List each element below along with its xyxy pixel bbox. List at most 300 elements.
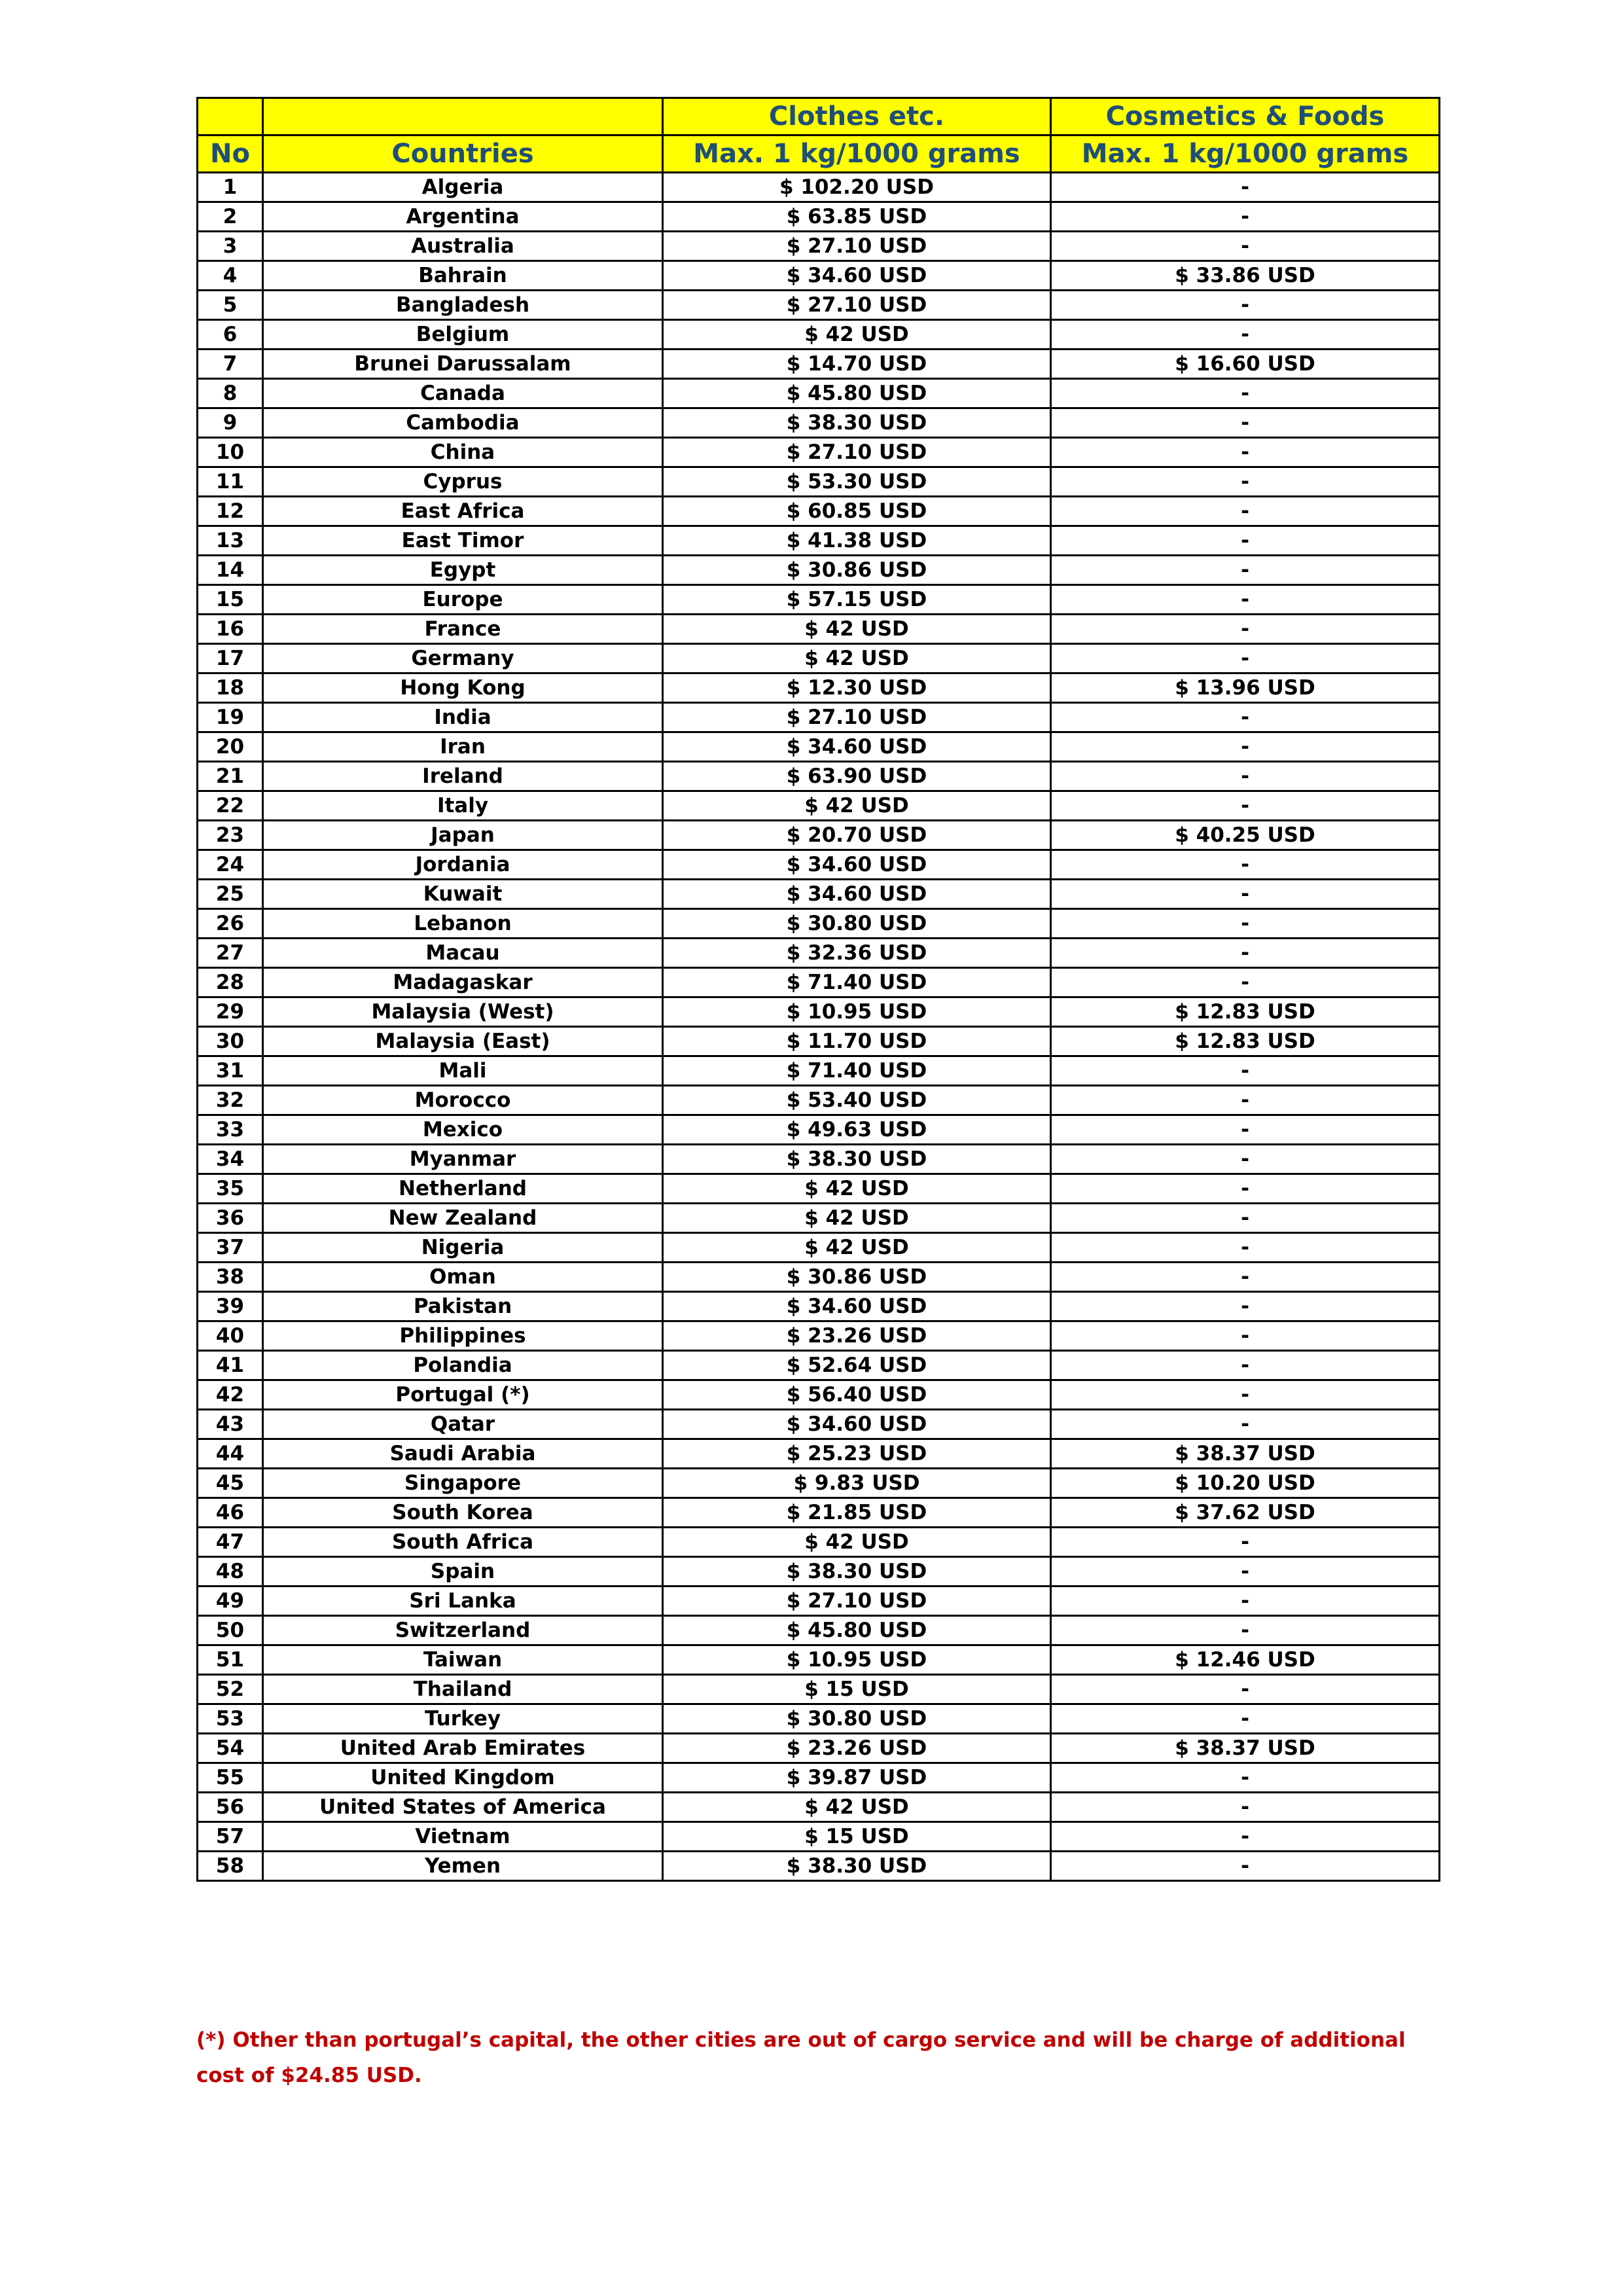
- cell-cosmetics-price: -: [1051, 1086, 1440, 1115]
- cell-country: Japan: [263, 821, 663, 850]
- cell-clothes-price: $ 34.60 USD: [663, 732, 1051, 762]
- table-row: [198, 467, 1440, 497]
- cell-country: Kuwait: [263, 880, 663, 909]
- cell-cosmetics-price: -: [1051, 1351, 1440, 1380]
- cell-no: 57: [198, 1822, 263, 1852]
- table-row: [198, 968, 1440, 997]
- cell-no: 42: [198, 1380, 263, 1410]
- cell-clothes-price: $ 34.60 USD: [663, 261, 1051, 291]
- table-row: [198, 438, 1440, 467]
- cell-no: 8: [198, 379, 263, 408]
- cell-no: 7: [198, 350, 263, 379]
- cell-cosmetics-price: -: [1051, 732, 1440, 762]
- cell-cosmetics-price: -: [1051, 644, 1440, 673]
- cell-country: Turkey: [263, 1704, 663, 1734]
- cell-clothes-price: $ 71.40 USD: [663, 968, 1051, 997]
- table-row: [198, 909, 1440, 939]
- cell-no: 23: [198, 821, 263, 850]
- cell-clothes-price: $ 42 USD: [663, 1204, 1051, 1233]
- cell-no: 22: [198, 791, 263, 821]
- table-row: [198, 1233, 1440, 1263]
- cell-country: Cyprus: [263, 467, 663, 497]
- cell-no: 50: [198, 1616, 263, 1645]
- cell-cosmetics-price: -: [1051, 379, 1440, 408]
- cell-no: 1: [198, 173, 263, 202]
- cell-cosmetics-price: -: [1051, 1292, 1440, 1321]
- cell-country: Netherland: [263, 1174, 663, 1204]
- cell-cosmetics-price: -: [1051, 1321, 1440, 1351]
- cell-clothes-price: $ 32.36 USD: [663, 939, 1051, 968]
- cell-cosmetics-price: -: [1051, 615, 1440, 644]
- cell-no: 27: [198, 939, 263, 968]
- table-row: [198, 1056, 1440, 1086]
- cell-country: Oman: [263, 1263, 663, 1292]
- cell-clothes-price: $ 63.85 USD: [663, 202, 1051, 232]
- cell-country: Thailand: [263, 1675, 663, 1704]
- cell-cosmetics-price: -: [1051, 1115, 1440, 1145]
- cell-clothes-price: $ 21.85 USD: [663, 1498, 1051, 1528]
- header-cosmetics-weight: Max. 1 kg/1000 grams: [1051, 135, 1440, 173]
- cell-country: Italy: [263, 791, 663, 821]
- cell-clothes-price: $ 42 USD: [663, 320, 1051, 350]
- cell-cosmetics-price: $ 16.60 USD: [1051, 350, 1440, 379]
- cell-no: 11: [198, 467, 263, 497]
- cell-clothes-price: $ 27.10 USD: [663, 291, 1051, 320]
- cell-cosmetics-price: $ 12.83 USD: [1051, 1027, 1440, 1056]
- cell-cosmetics-price: $ 13.96 USD: [1051, 673, 1440, 703]
- cell-cosmetics-price: -: [1051, 1174, 1440, 1204]
- table-row: [198, 1852, 1440, 1881]
- cell-clothes-price: $ 20.70 USD: [663, 821, 1051, 850]
- cell-cosmetics-price: $ 40.25 USD: [1051, 821, 1440, 850]
- cell-country: Belgium: [263, 320, 663, 350]
- cell-cosmetics-price: $ 33.86 USD: [1051, 261, 1440, 291]
- table-body: [198, 173, 1440, 1881]
- cell-no: 37: [198, 1233, 263, 1263]
- table-row: [198, 1675, 1440, 1704]
- cell-country: Macau: [263, 939, 663, 968]
- cell-no: 35: [198, 1174, 263, 1204]
- cell-clothes-price: $ 38.30 USD: [663, 1852, 1051, 1881]
- cell-clothes-price: $ 38.30 USD: [663, 1557, 1051, 1587]
- cell-country: Lebanon: [263, 909, 663, 939]
- cell-clothes-price: $ 15 USD: [663, 1822, 1051, 1852]
- cell-country: Argentina: [263, 202, 663, 232]
- cell-clothes-price: $ 102.20 USD: [663, 173, 1051, 202]
- cell-no: 16: [198, 615, 263, 644]
- cell-country: Saudi Arabia: [263, 1439, 663, 1469]
- cell-cosmetics-price: -: [1051, 585, 1440, 615]
- cell-clothes-price: $ 27.10 USD: [663, 232, 1051, 261]
- cell-no: 52: [198, 1675, 263, 1704]
- cell-cosmetics-price: -: [1051, 850, 1440, 880]
- cell-clothes-price: $ 42 USD: [663, 615, 1051, 644]
- cell-cosmetics-price: -: [1051, 968, 1440, 997]
- cell-clothes-price: $ 30.80 USD: [663, 1704, 1051, 1734]
- cell-country: France: [263, 615, 663, 644]
- table-row: [198, 1086, 1440, 1115]
- cell-country: United Kingdom: [263, 1763, 663, 1793]
- cell-clothes-price: $ 42 USD: [663, 644, 1051, 673]
- cell-cosmetics-price: -: [1051, 173, 1440, 202]
- cell-country: South Africa: [263, 1528, 663, 1557]
- cell-country: United Arab Emirates: [263, 1734, 663, 1763]
- cell-clothes-price: $ 42 USD: [663, 1793, 1051, 1822]
- table-row: [198, 1115, 1440, 1145]
- cell-country: Cambodia: [263, 408, 663, 438]
- cell-country: Pakistan: [263, 1292, 663, 1321]
- cell-clothes-price: $ 42 USD: [663, 1233, 1051, 1263]
- cell-no: 18: [198, 673, 263, 703]
- cell-country: Brunei Darussalam: [263, 350, 663, 379]
- cell-cosmetics-price: -: [1051, 497, 1440, 526]
- table-row: [198, 1528, 1440, 1557]
- cell-no: 26: [198, 909, 263, 939]
- cell-clothes-price: $ 41.38 USD: [663, 526, 1051, 556]
- table-row: [198, 1734, 1440, 1763]
- cell-cosmetics-price: -: [1051, 1528, 1440, 1557]
- cell-country: Nigeria: [263, 1233, 663, 1263]
- cell-cosmetics-price: -: [1051, 1410, 1440, 1439]
- cell-cosmetics-price: -: [1051, 1145, 1440, 1174]
- cell-clothes-price: $ 27.10 USD: [663, 438, 1051, 467]
- cell-country: East Timor: [263, 526, 663, 556]
- cell-cosmetics-price: -: [1051, 556, 1440, 585]
- table-row: [198, 1645, 1440, 1675]
- cell-cosmetics-price: -: [1051, 320, 1440, 350]
- table-row: [198, 1263, 1440, 1292]
- table-row: [198, 173, 1440, 202]
- cell-cosmetics-price: -: [1051, 1204, 1440, 1233]
- cell-no: 48: [198, 1557, 263, 1587]
- cell-clothes-price: $ 38.30 USD: [663, 1145, 1051, 1174]
- cell-cosmetics-price: $ 10.20 USD: [1051, 1469, 1440, 1498]
- table-row: [198, 1145, 1440, 1174]
- cell-clothes-price: $ 42 USD: [663, 1528, 1051, 1557]
- cell-country: Mali: [263, 1056, 663, 1086]
- table-row: [198, 379, 1440, 408]
- cell-no: 4: [198, 261, 263, 291]
- cell-no: 10: [198, 438, 263, 467]
- table-row: [198, 526, 1440, 556]
- cell-country: Taiwan: [263, 1645, 663, 1675]
- cell-no: 12: [198, 497, 263, 526]
- table-row: [198, 291, 1440, 320]
- cell-no: 45: [198, 1469, 263, 1498]
- cell-no: 30: [198, 1027, 263, 1056]
- cell-country: New Zealand: [263, 1204, 663, 1233]
- cell-clothes-price: $ 30.86 USD: [663, 1263, 1051, 1292]
- cell-no: 41: [198, 1351, 263, 1380]
- table-row: [198, 261, 1440, 291]
- table-row: [198, 1351, 1440, 1380]
- table-row: [198, 350, 1440, 379]
- cell-no: 55: [198, 1763, 263, 1793]
- shipping-rate-table: [196, 97, 1440, 1882]
- cell-country: Madagaskar: [263, 968, 663, 997]
- table-row: [198, 997, 1440, 1027]
- table-row: [198, 880, 1440, 909]
- table-row: [198, 585, 1440, 615]
- cell-clothes-price: $ 27.10 USD: [663, 1587, 1051, 1616]
- cell-no: 53: [198, 1704, 263, 1734]
- cell-clothes-price: $ 71.40 USD: [663, 1056, 1051, 1086]
- cell-cosmetics-price: -: [1051, 791, 1440, 821]
- cell-cosmetics-price: -: [1051, 1822, 1440, 1852]
- cell-no: 46: [198, 1498, 263, 1528]
- cell-cosmetics-price: -: [1051, 1587, 1440, 1616]
- cell-country: Malaysia (West): [263, 997, 663, 1027]
- cell-country: East Africa: [263, 497, 663, 526]
- header-clothes-title: Clothes etc.: [663, 98, 1051, 135]
- cell-clothes-price: $ 38.30 USD: [663, 408, 1051, 438]
- cell-country: United States of America: [263, 1793, 663, 1822]
- table-row: [198, 1704, 1440, 1734]
- cell-no: 32: [198, 1086, 263, 1115]
- table-row: [198, 408, 1440, 438]
- cell-country: Malaysia (East): [263, 1027, 663, 1056]
- cell-no: 47: [198, 1528, 263, 1557]
- cell-cosmetics-price: -: [1051, 1557, 1440, 1587]
- cell-country: Egypt: [263, 556, 663, 585]
- cell-no: 13: [198, 526, 263, 556]
- cell-country: South Korea: [263, 1498, 663, 1528]
- cell-no: 24: [198, 850, 263, 880]
- cell-no: 2: [198, 202, 263, 232]
- cell-clothes-price: $ 34.60 USD: [663, 1292, 1051, 1321]
- table-row: [198, 556, 1440, 585]
- cell-clothes-price: $ 25.23 USD: [663, 1439, 1051, 1469]
- cell-no: 54: [198, 1734, 263, 1763]
- cell-country: Switzerland: [263, 1616, 663, 1645]
- cell-clothes-price: $ 34.60 USD: [663, 880, 1051, 909]
- table-row: [198, 1498, 1440, 1528]
- table-row: [198, 1587, 1440, 1616]
- cell-clothes-price: $ 23.26 USD: [663, 1321, 1051, 1351]
- cell-country: Bahrain: [263, 261, 663, 291]
- cell-cosmetics-price: -: [1051, 526, 1440, 556]
- table-row: [198, 1380, 1440, 1410]
- cell-country: India: [263, 703, 663, 732]
- cell-country: Jordania: [263, 850, 663, 880]
- cell-cosmetics-price: -: [1051, 438, 1440, 467]
- cell-country: Qatar: [263, 1410, 663, 1439]
- cell-country: Bangladesh: [263, 291, 663, 320]
- table-row: [198, 1557, 1440, 1587]
- header-countries: Countries: [263, 135, 663, 173]
- table-row: [198, 791, 1440, 821]
- table-row: [198, 1822, 1440, 1852]
- cell-cosmetics-price: -: [1051, 1852, 1440, 1881]
- cell-cosmetics-price: $ 12.83 USD: [1051, 997, 1440, 1027]
- cell-no: 25: [198, 880, 263, 909]
- cell-no: 21: [198, 762, 263, 791]
- cell-country: Portugal (*): [263, 1380, 663, 1410]
- cell-country: Hong Kong: [263, 673, 663, 703]
- cell-country: Germany: [263, 644, 663, 673]
- table-row: [198, 732, 1440, 762]
- header-no: No: [198, 135, 263, 173]
- cell-clothes-price: $ 34.60 USD: [663, 850, 1051, 880]
- table-row: [198, 1174, 1440, 1204]
- table-row: [198, 202, 1440, 232]
- cell-clothes-price: $ 49.63 USD: [663, 1115, 1051, 1145]
- cell-clothes-price: $ 23.26 USD: [663, 1734, 1051, 1763]
- cell-no: 56: [198, 1793, 263, 1822]
- table-row: [198, 232, 1440, 261]
- table-row: [198, 821, 1440, 850]
- cell-no: 34: [198, 1145, 263, 1174]
- cell-country: Polandia: [263, 1351, 663, 1380]
- table-row: [198, 1027, 1440, 1056]
- cell-clothes-price: $ 56.40 USD: [663, 1380, 1051, 1410]
- cell-clothes-price: $ 30.86 USD: [663, 556, 1051, 585]
- cell-country: Algeria: [263, 173, 663, 202]
- table-row: [198, 1439, 1440, 1469]
- cell-cosmetics-price: -: [1051, 1763, 1440, 1793]
- cell-clothes-price: $ 34.60 USD: [663, 1410, 1051, 1439]
- table-row: [198, 1292, 1440, 1321]
- cell-no: 31: [198, 1056, 263, 1086]
- cell-cosmetics-price: -: [1051, 880, 1440, 909]
- table-row: [198, 1204, 1440, 1233]
- cell-clothes-price: $ 63.90 USD: [663, 762, 1051, 791]
- cell-cosmetics-price: $ 12.46 USD: [1051, 1645, 1440, 1675]
- cell-cosmetics-price: -: [1051, 703, 1440, 732]
- cell-cosmetics-price: -: [1051, 1793, 1440, 1822]
- table-row: [198, 1469, 1440, 1498]
- cell-cosmetics-price: -: [1051, 909, 1440, 939]
- table-row: [198, 1763, 1440, 1793]
- cell-clothes-price: $ 39.87 USD: [663, 1763, 1051, 1793]
- cell-cosmetics-price: -: [1051, 1704, 1440, 1734]
- cell-country: Iran: [263, 732, 663, 762]
- cell-clothes-price: $ 12.30 USD: [663, 673, 1051, 703]
- cell-no: 38: [198, 1263, 263, 1292]
- cell-clothes-price: $ 57.15 USD: [663, 585, 1051, 615]
- cell-no: 49: [198, 1587, 263, 1616]
- cell-country: Sri Lanka: [263, 1587, 663, 1616]
- cell-country: Singapore: [263, 1469, 663, 1498]
- table-row: [198, 1793, 1440, 1822]
- cell-no: 40: [198, 1321, 263, 1351]
- cell-cosmetics-price: -: [1051, 408, 1440, 438]
- cell-clothes-price: $ 15 USD: [663, 1675, 1051, 1704]
- cell-no: 58: [198, 1852, 263, 1881]
- cell-no: 6: [198, 320, 263, 350]
- cell-clothes-price: $ 42 USD: [663, 791, 1051, 821]
- cell-cosmetics-price: -: [1051, 939, 1440, 968]
- cell-no: 51: [198, 1645, 263, 1675]
- cell-no: 14: [198, 556, 263, 585]
- cell-clothes-price: $ 10.95 USD: [663, 1645, 1051, 1675]
- cell-cosmetics-price: -: [1051, 1056, 1440, 1086]
- cell-cosmetics-price: -: [1051, 1263, 1440, 1292]
- cell-cosmetics-price: -: [1051, 1675, 1440, 1704]
- cell-clothes-price: $ 10.95 USD: [663, 997, 1051, 1027]
- cell-clothes-price: $ 52.64 USD: [663, 1351, 1051, 1380]
- cell-clothes-price: $ 53.40 USD: [663, 1086, 1051, 1115]
- cell-no: 36: [198, 1204, 263, 1233]
- cell-cosmetics-price: -: [1051, 1380, 1440, 1410]
- cell-clothes-price: $ 45.80 USD: [663, 1616, 1051, 1645]
- cell-cosmetics-price: $ 38.37 USD: [1051, 1734, 1440, 1763]
- footnote: (*) Other than portugal’s capital, the other cities are out of cargo service and will be charge of additional cost of $24.85 USD.: [196, 2028, 1406, 2087]
- cell-clothes-price: $ 30.80 USD: [663, 909, 1051, 939]
- table-row: [198, 673, 1440, 703]
- cell-clothes-price: $ 60.85 USD: [663, 497, 1051, 526]
- table-row: [198, 850, 1440, 880]
- cell-no: 19: [198, 703, 263, 732]
- cell-clothes-price: $ 42 USD: [663, 1174, 1051, 1204]
- cell-cosmetics-price: $ 38.37 USD: [1051, 1439, 1440, 1469]
- table-row: [198, 320, 1440, 350]
- header-clothes-weight: Max. 1 kg/1000 grams: [663, 135, 1051, 173]
- table-row: [198, 939, 1440, 968]
- cell-no: 5: [198, 291, 263, 320]
- table-row: [198, 1321, 1440, 1351]
- cell-country: Yemen: [263, 1852, 663, 1881]
- cell-country: Canada: [263, 379, 663, 408]
- cell-clothes-price: $ 14.70 USD: [663, 350, 1051, 379]
- table-row: [198, 1616, 1440, 1645]
- cell-clothes-price: $ 11.70 USD: [663, 1027, 1051, 1056]
- cell-country: Philippines: [263, 1321, 663, 1351]
- cell-country: Myanmar: [263, 1145, 663, 1174]
- table-row: [198, 1410, 1440, 1439]
- cell-country: Australia: [263, 232, 663, 261]
- cell-country: Europe: [263, 585, 663, 615]
- table-row: [198, 703, 1440, 732]
- header-no-top: [198, 98, 263, 135]
- cell-no: 28: [198, 968, 263, 997]
- table-row: [198, 615, 1440, 644]
- cell-no: 39: [198, 1292, 263, 1321]
- cell-clothes-price: $ 53.30 USD: [663, 467, 1051, 497]
- header-countries-top: [263, 98, 663, 135]
- cell-country: China: [263, 438, 663, 467]
- cell-no: 29: [198, 997, 263, 1027]
- cell-country: Morocco: [263, 1086, 663, 1115]
- cell-no: 43: [198, 1410, 263, 1439]
- cell-no: 15: [198, 585, 263, 615]
- table-row: [198, 644, 1440, 673]
- cell-cosmetics-price: -: [1051, 1233, 1440, 1263]
- cell-country: Ireland: [263, 762, 663, 791]
- cell-cosmetics-price: -: [1051, 762, 1440, 791]
- header-cosmetics-title: Cosmetics & Foods: [1051, 98, 1440, 135]
- table-row: [198, 497, 1440, 526]
- cell-cosmetics-price: -: [1051, 467, 1440, 497]
- cell-no: 33: [198, 1115, 263, 1145]
- cell-no: 17: [198, 644, 263, 673]
- cell-no: 44: [198, 1439, 263, 1469]
- header-row-2: [198, 135, 1440, 173]
- cell-country: Mexico: [263, 1115, 663, 1145]
- cell-clothes-price: $ 9.83 USD: [663, 1469, 1051, 1498]
- cell-cosmetics-price: -: [1051, 232, 1440, 261]
- table-row: [198, 762, 1440, 791]
- header-row-1: [198, 98, 1440, 135]
- cell-country: Spain: [263, 1557, 663, 1587]
- cell-clothes-price: $ 27.10 USD: [663, 703, 1051, 732]
- cell-cosmetics-price: -: [1051, 291, 1440, 320]
- cell-country: Vietnam: [263, 1822, 663, 1852]
- cell-no: 9: [198, 408, 263, 438]
- cell-no: 20: [198, 732, 263, 762]
- cell-cosmetics-price: -: [1051, 1616, 1440, 1645]
- cell-cosmetics-price: -: [1051, 202, 1440, 232]
